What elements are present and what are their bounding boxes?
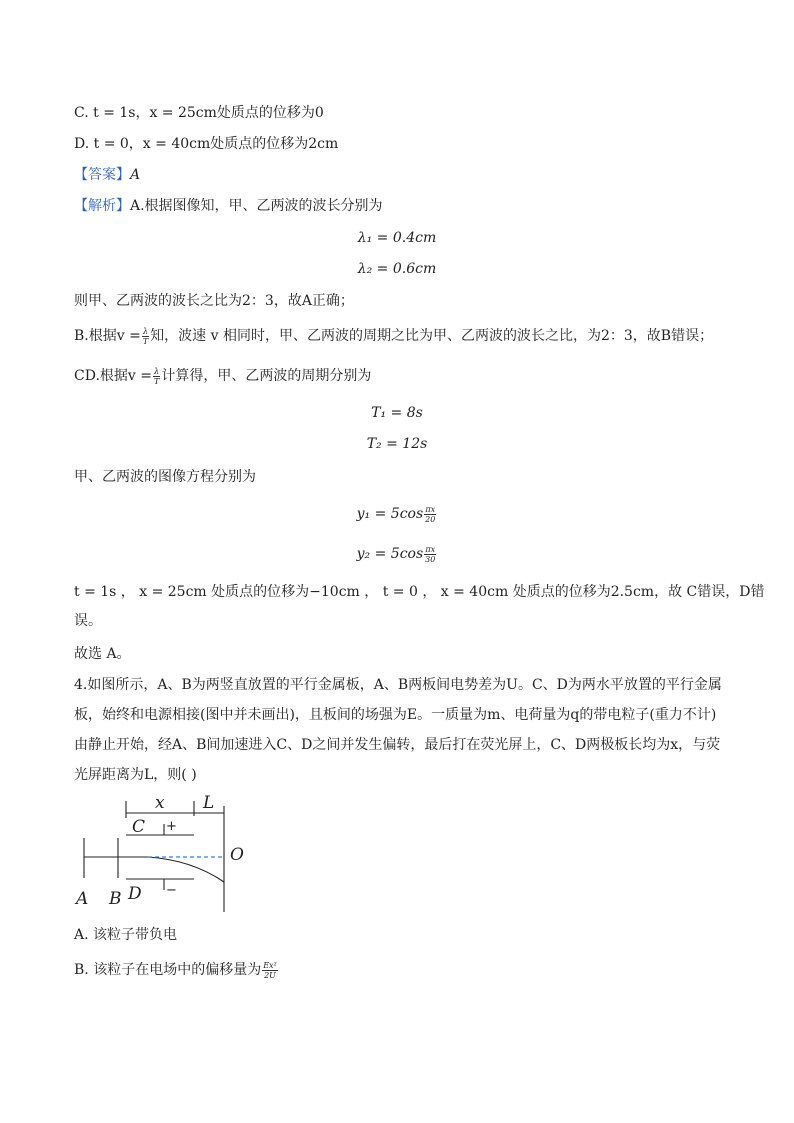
y1-prefix: y₁ = 5cos (356, 506, 424, 522)
b-frac-num: λ (142, 326, 149, 336)
option-b4-den: 2U (264, 970, 276, 980)
label-O: O (230, 845, 244, 865)
label-C: C (132, 817, 146, 837)
q4-line-3: 由静止开始，经A、B间加速进入C、D之间并发生偏转，最后打在荧光屏上，C、D两极板长均为x，与荧 (74, 737, 721, 753)
y2-den: 30 (425, 554, 436, 564)
lambda1-eq: λ₁ = 0.4cm (357, 230, 437, 246)
answer-line (74, 165, 140, 185)
b-fraction (142, 327, 149, 346)
y2-num: πx (425, 544, 436, 554)
y1-eq (0, 504, 794, 524)
result-line-2: 误。 (74, 613, 102, 629)
y1-den: 20 (425, 514, 436, 524)
option-b4-num: Ex² (263, 960, 277, 970)
cd-prefix: CD.根据v = (74, 368, 152, 384)
option-b4-prefix: B. 该粒子在电场中的偏移量为 (74, 962, 262, 978)
answer-tag: 【答案】 (74, 167, 130, 183)
eq-intro: 甲、乙两波的图像方程分别为 (74, 469, 256, 485)
cd-line (74, 366, 371, 386)
cd-fraction (153, 367, 160, 386)
t2-eq: T₂ = 12s (366, 436, 428, 452)
q4-line-2: 板，始终和电源相接(图中并未画出)，且板间的场强为E。一质量为m、电荷量为q的带电粒子(重力不计) (74, 707, 717, 723)
deflected-trajectory (148, 857, 224, 882)
parallel-plates-diagram (74, 794, 264, 916)
cd-suffix: 计算得，甲、乙两波的周期分别为 (161, 368, 372, 384)
q4-line-1: 4.如图所示，A、B为两竖直放置的平行金属板，A、B两板间电势差为U。C、D为两水平放置的平行金属 (74, 677, 722, 693)
answer-value: A (130, 167, 141, 183)
label-A: A (76, 889, 89, 909)
cd-frac-num: λ (154, 366, 160, 376)
result-line-1: t = 1s ， x = 25cm 处质点的位移为−10cm ， t = 0 ， x = 40cm 处质点的位移为2.5cm，故 C错误，D错 (74, 584, 765, 600)
ratio-line: 则甲、乙两波的波长之比为2：3，故A正确； (74, 293, 354, 309)
analysis-intro: A.根据图像知，甲、乙两波的波长分别为 (130, 198, 383, 214)
y2-fraction (424, 545, 436, 564)
cd-frac-den: T (153, 376, 160, 386)
q4-line-4: 光屏距离为L，则( ) (74, 767, 197, 783)
option-b4-fraction (262, 961, 278, 980)
b-suffix: 知，波速 v 相同时，甲、乙两波的周期之比为甲、乙两波的波长之比，为2：3，故B错误； (150, 328, 714, 344)
option-a4: A. 该粒子带负电 (74, 927, 178, 943)
t1-eq: T₁ = 8s (371, 405, 423, 421)
option-d: D. t = 0，x = 40cm处质点的位移为2cm (74, 136, 339, 152)
b-frac-den: T (142, 336, 149, 346)
y2-prefix: y₂ = 5cos (356, 546, 424, 562)
label-L: L (203, 794, 215, 813)
label-x: x (155, 794, 165, 813)
lambda2-eq: λ₂ = 0.6cm (357, 261, 437, 277)
b-prefix: B.根据v = (74, 328, 141, 344)
choose-line: 故选 A。 (74, 646, 131, 662)
option-b4 (74, 960, 279, 980)
y1-num: πx (425, 504, 436, 514)
option-c: C. t = 1s，x = 25cm处质点的位移为0 (74, 105, 324, 121)
y1-fraction (424, 505, 436, 524)
label-D: D (128, 884, 142, 904)
b-line (74, 326, 713, 346)
label-B: B (109, 889, 122, 909)
analysis-intro-line (74, 196, 383, 216)
y2-eq (0, 544, 794, 564)
analysis-tag: 【解析】 (74, 198, 130, 214)
label-minus: − (166, 883, 177, 898)
label-plus: + (166, 819, 177, 834)
